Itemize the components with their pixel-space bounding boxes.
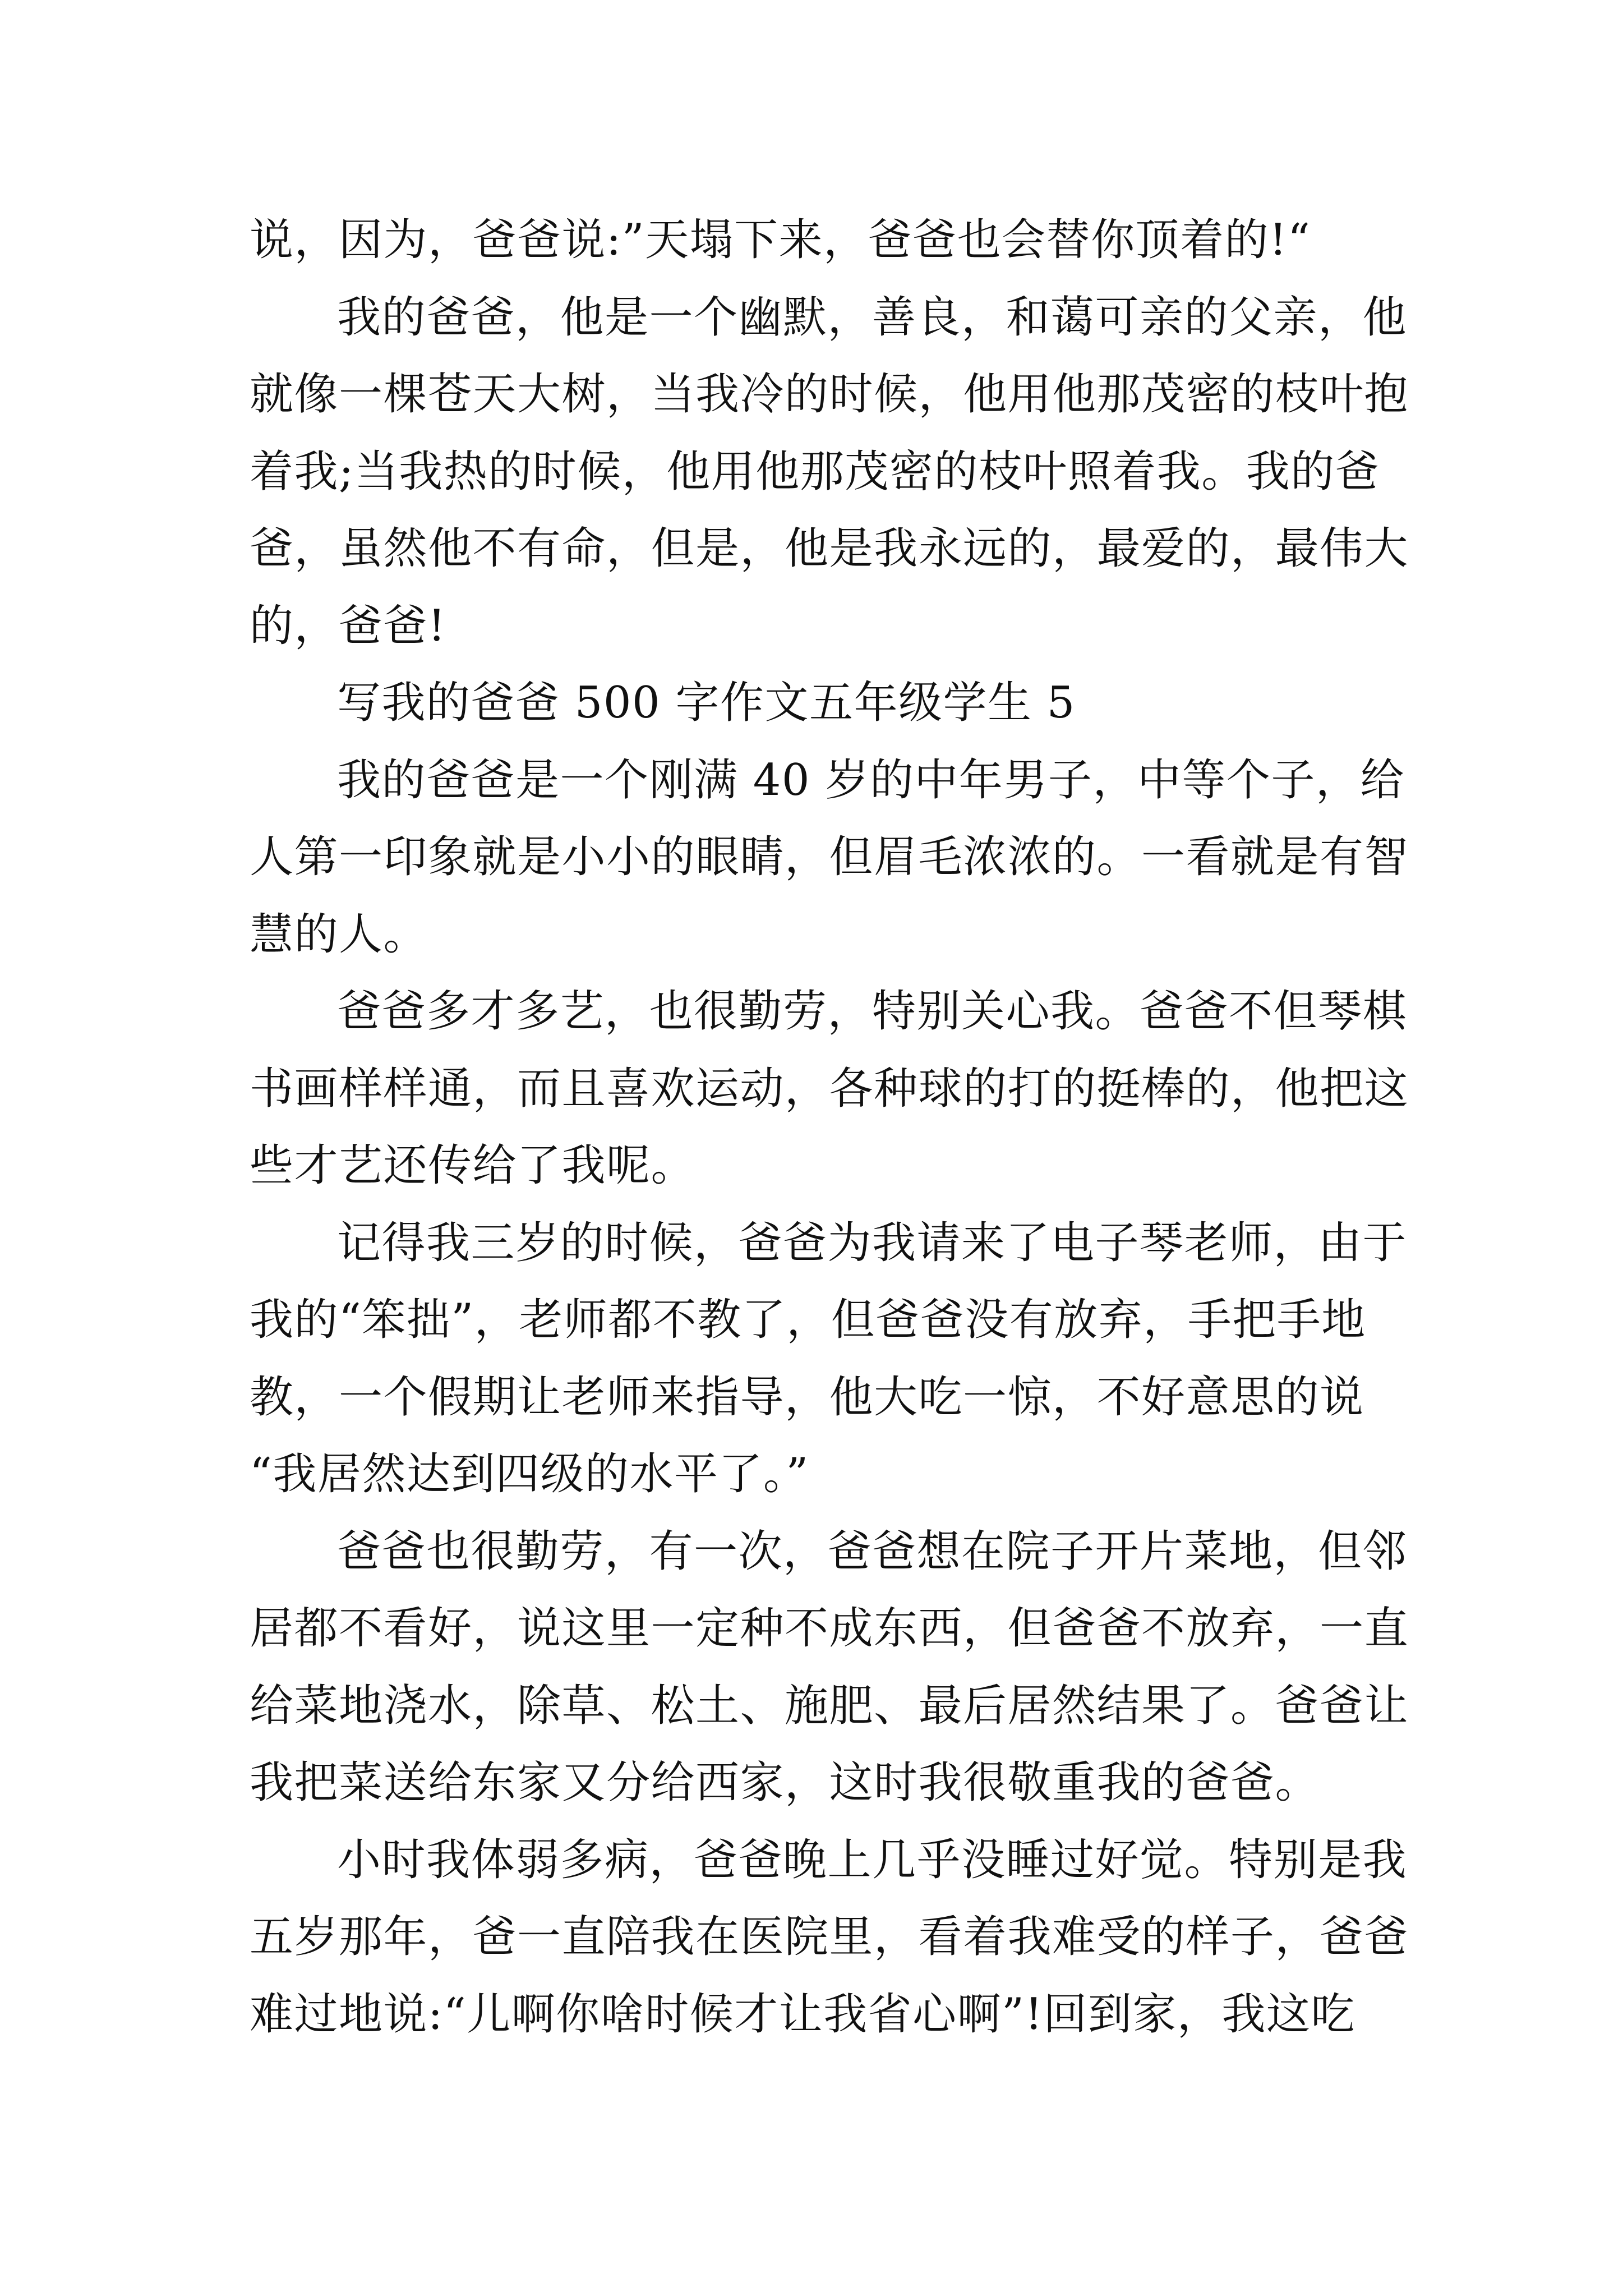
text-line: 我的“笨拙”，老师都不教了，但爸爸没有放弃，手把手地	[250, 1295, 1366, 1345]
text-line: 给菜地浇水，除草、松土、施肥、最后居然结果了。爸爸让	[250, 1680, 1409, 1731]
text-line: 着我;当我热的时候，他用他那茂密的枝叶照着我。我的爸	[250, 446, 1380, 497]
text-line: 些才艺还传给了我呢。	[250, 1140, 696, 1191]
text-line: 居都不看好，说这里一定种不成东西，但爸爸不放弃，一直	[250, 1603, 1409, 1654]
paragraph-first-line: 爸爸多才多艺，也很勤劳，特别关心我。爸爸不但琴棋	[337, 986, 1408, 1037]
text-line: “我居然达到四级的水平了。”	[250, 1449, 809, 1499]
text-line: 爸，虽然他不有命，但是，他是我永远的，最爱的，最伟大	[250, 523, 1409, 574]
text-line: 就像一棵苍天大树，当我冷的时候，他用他那茂密的枝叶抱	[250, 369, 1409, 420]
paragraph-first-line: 小时我体弱多病，爸爸晚上几乎没睡过好觉。特别是我	[337, 1834, 1408, 1885]
text-line: 说，因为，爸爸说:”天塌下来，爸爸也会替你顶着的!“	[250, 215, 1311, 265]
text-line: 五岁那年，爸一直陪我在医院里，看着我难受的样子，爸爸	[250, 1912, 1409, 1962]
paragraph-first-line: 我的爸爸是一个刚满 40 岁的中年男子，中等个子，给	[337, 754, 1405, 806]
text-line: 难过地说:“儿啊你啥时候才让我省心啊”!回到家，我这吃	[250, 1989, 1355, 2040]
text-line: 慧的人。	[250, 909, 428, 960]
paragraph-first-line: 爸爸也很勤劳，有一次，爸爸想在院子开片菜地，但邻	[337, 1526, 1408, 1577]
text-line: 我把菜送给东家又分给西家，这时我很敬重我的爸爸。	[250, 1757, 1320, 1808]
text-line: 的，爸爸!	[250, 600, 446, 651]
paragraph-first-line: 我的爸爸，他是一个幽默，善良，和蔼可亲的父亲，他	[337, 292, 1408, 343]
text-line: 教，一个假期让老师来指导，他大吃一惊，不好意思的说	[250, 1372, 1364, 1423]
section-heading: 写我的爸爸 500 字作文五年级学生 5	[337, 678, 1076, 728]
text-line: 人第一印象就是小小的眼睛，但眉毛浓浓的。一看就是有智	[250, 832, 1409, 882]
paragraph-first-line: 记得我三岁的时候，爸爸为我请来了电子琴老师，由于	[337, 1217, 1408, 1268]
text-line: 书画样样通，而且喜欢运动，各种球的打的挺棒的，他把这	[250, 1063, 1409, 1114]
document-body	[250, 202, 1409, 2053]
